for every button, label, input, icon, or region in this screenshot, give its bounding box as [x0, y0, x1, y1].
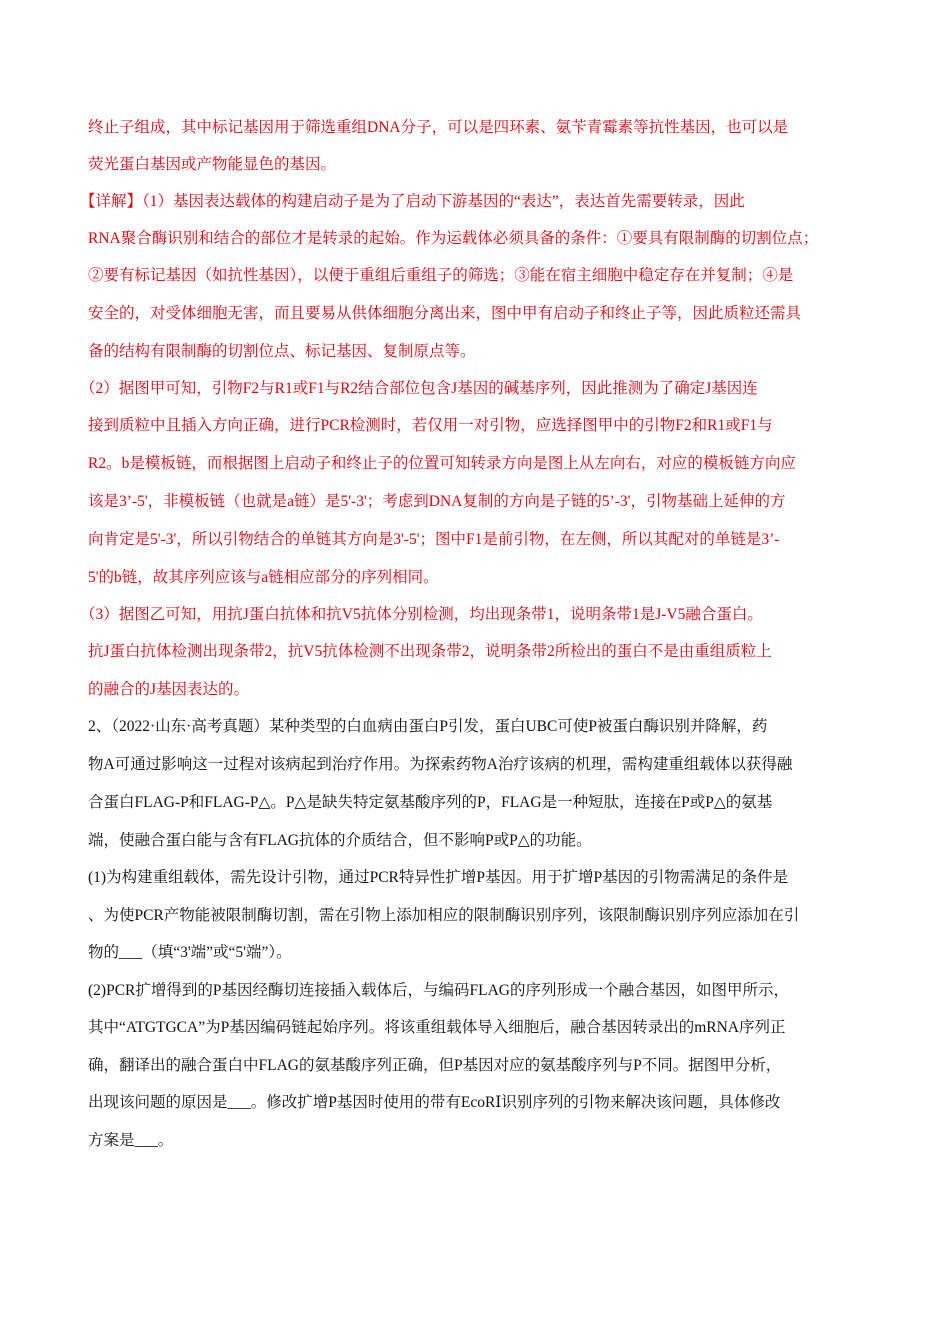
question-line: 物A可通过影响这一过程对该病起到治疗作用。为探索药物A治疗该病的机理，需构建重组载体以获得融	[88, 756, 793, 773]
answer-line: RNA聚合酶识别和结合的部位才是转录的起始。作为运载体必须具备的条件：①要具有限制酶的切割位点；	[88, 230, 819, 247]
question-line: (2)PCR扩增得到的P基因经酶切连接插入载体后，与编码FLAG的序列形成一个融合基因，如图甲所示，	[88, 982, 789, 999]
question-line: 合蛋白FLAG-P和FLAG-P△。P△是缺失特定氨基酸序列的P，FLAG是一种短肽，连接在P或P△的氨基	[88, 794, 773, 811]
answer-line: 5'的b链，故其序列应该与a链相应部分的序列相同。	[88, 569, 439, 586]
answer-line: 安全的，对受体细胞无害，而且要易从供体细胞分离出来，图中甲有启动子和终止子等，因此质粒还需具	[88, 305, 802, 322]
question-line: 2、（2022·山东·高考真题）某种类型的白血病由蛋白P引发，蛋白UBC可使P被蛋白酶识别并降解，药	[88, 718, 768, 735]
question-line: (1)为构建重组载体，需先设计引物，通过PCR特异性扩增P基因。用于扩增P基因的引物需满足的条件是	[88, 869, 789, 886]
answer-line: （2）据图甲可知，引物F2与R1或F1与R2结合部位包含J基因的碱基序列，因此推测为了确定J基因连	[80, 380, 758, 397]
answer-line: 【详解】（1）基因表达载体的构建启动子是为了启动下游基因的“表达”，表达首先需要转录，因此	[80, 193, 745, 210]
answer-line: 荧光蛋白基因或产物能显色的基因。	[88, 156, 337, 173]
question-line: 出现该问题的原因是___。修改扩增P基因时使用的带有EcoRⅠ识别序列的引物来解决该问题，具体修改	[88, 1094, 781, 1111]
question-line: 、为使PCR产物能被限制酶切割，需在引物上添加相应的限制酶识别序列，该限制酶识别序列应添加在引	[88, 907, 800, 924]
answer-line: 向肯定是5'-3'，所以引物结合的单链其方向是3'-5'；图中F1是前引物，在左侧，所以其配对的单链是3’-	[88, 531, 780, 548]
answer-line: 抗J蛋白抗体检测出现条带2，抗V5抗体检测不出现条带2，说明条带2所检出的蛋白不是由重组质粒上	[88, 643, 772, 660]
answer-line: R2。b是模板链，而根据图上启动子和终止子的位置可知转录方向是图上从左向右，对应的模板链方向应	[88, 455, 796, 472]
answer-line: 终止子组成，其中标记基因用于筛选重组DNA分子，可以是四环素、氨苄青霉素等抗性基因，也可以是	[88, 119, 789, 136]
answer-line: 该是3’-5'，非模板链（也就是a链）是5'-3'；考虑到DNA复制的方向是子链的5’-3'，引物基础上延伸的方	[88, 493, 786, 510]
question-line: 物的___（填“3'端”或“5'端”）。	[88, 944, 292, 961]
question-line: 其中“ATGTGCA”为P基因编码链起始序列。将该重组载体导入细胞后，融合基因转录出的mRNA序列正	[88, 1019, 786, 1036]
question-line: 确，翻译出的融合蛋白中FLAG的氨基酸序列正确，但P基因对应的氨基酸序列与P不同。据图甲分析，	[88, 1057, 782, 1074]
answer-line: 接到质粒中且插入方向正确，进行PCR检测时，若仅用一对引物，应选择图甲中的引物F2和R1或F1与	[88, 417, 773, 434]
question-line: 端，使融合蛋白能与含有FLAG抗体的介质结合，但不影响P或P△的功能。	[88, 832, 592, 849]
question-line: 方案是___。	[88, 1132, 174, 1149]
answer-line: 的融合的J基因表达的。	[88, 681, 250, 698]
answer-line: （3）据图乙可知，用抗J蛋白抗体和抗V5抗体分别检测，均出现条带1，说明条带1是J-V5融合蛋白。	[80, 606, 763, 623]
answer-line: 备的结构有限制酶的切割位点、标记基因、复制原点等。	[88, 343, 476, 360]
answer-line: ②要有标记基因（如抗性基因），以便于重组后重组子的筛选；③能在宿主细胞中稳定存在并复制；④是	[88, 267, 794, 284]
